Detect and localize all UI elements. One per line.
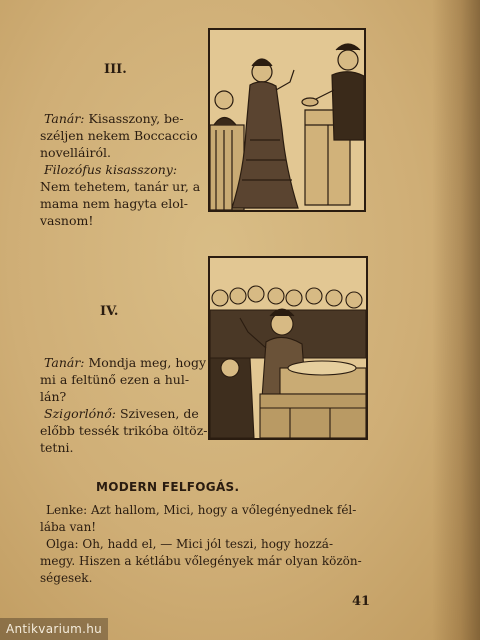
lecture-scene-drawing	[210, 30, 364, 210]
section-iv-line-4-text: Szivesen, de	[115, 406, 199, 421]
section-iv-line-5: előbb tessék trikóba öltöz-	[40, 423, 208, 438]
modern-felfogas-heading: MODERN FELFOGÁS.	[96, 480, 240, 494]
section-iii-line-1	[40, 110, 205, 127]
section-iv-dialogue	[40, 354, 208, 456]
modern-line-1: Lenke: Azt hallom, Mici, hogy a vőlegényednek fél-	[46, 503, 357, 517]
section-iv-numeral: IV.	[100, 304, 119, 319]
modern-line-2: lába van!	[40, 520, 97, 534]
speaker-tanar: Tanár:	[44, 111, 85, 126]
modern-felfogas-dialogue	[40, 502, 412, 587]
page-spine-shadow	[432, 0, 480, 640]
watermark-label: Antikvarium.hu	[0, 618, 108, 640]
section-iv-line-4	[40, 405, 208, 422]
section-iii-line-6: mama nem hagyta elol-	[40, 196, 189, 211]
section-iv-line-1	[40, 354, 208, 371]
speaker-tanar-2: Tanár:	[44, 355, 85, 370]
anatomy-scene-drawing	[210, 258, 366, 438]
page-number: 41	[352, 594, 371, 609]
modern-line-3: Olga: Oh, hadd el, — Mici jól teszi, hogy hozzá-	[46, 537, 334, 551]
speaker-szigorlono: Szigorlónő:	[44, 406, 116, 421]
section-iii-line-1-text: Kisasszony, be-	[84, 111, 184, 126]
section-iv-line-1-text: Mondja meg, hogy	[84, 355, 207, 370]
modern-line-4: megy. Hiszen a kétlábu vőlegények már olyan közön-	[40, 554, 362, 568]
section-iii-line-2: széljen nekem Boccaccio	[40, 128, 198, 143]
speaker-filozofus-kisasszony: Filozófus kisasszony:	[44, 162, 178, 177]
section-iv-line-2: mi a feltünő ezen a hul-	[40, 372, 190, 387]
section-iv-line-6: tetni.	[40, 440, 74, 455]
modern-line-5: ségesek.	[40, 571, 93, 585]
section-iv-line-3: lán?	[40, 389, 67, 404]
illustration-lecture-scene	[208, 28, 366, 212]
section-iii-line-3: novelláiról.	[40, 145, 111, 160]
section-iii-dialogue	[40, 110, 205, 229]
illustration-anatomy-scene	[208, 256, 368, 440]
section-iii-numeral: III.	[104, 62, 127, 77]
section-iii-line-7: vasnom!	[40, 213, 94, 228]
section-iii-line-5: Nem tehetem, tanár ur, a	[40, 179, 201, 194]
